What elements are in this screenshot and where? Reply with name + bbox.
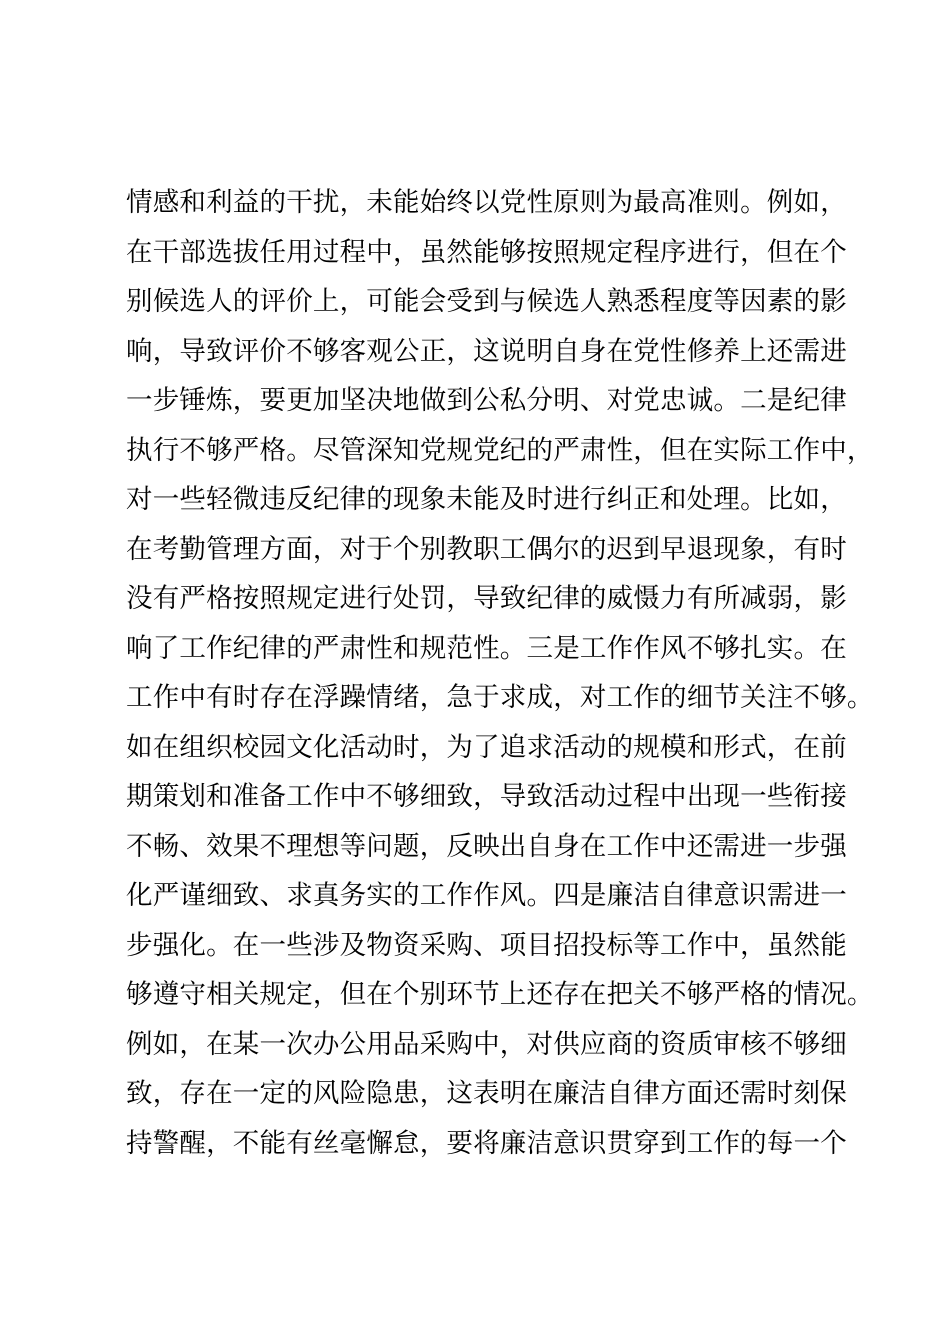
text-line: 响了工作纪律的严肃性和规范性。三是工作作风不够扎实。在	[126, 632, 847, 664]
body-text	[126, 178, 874, 1168]
text-line: 一步锤炼，要更加坚决地做到公私分明、对党忠诚。二是纪律	[126, 385, 847, 416]
text-line: 化严谨细致、求真务实的工作作风。四是廉洁自律意识需进一	[126, 880, 847, 911]
text-line: 够遵守相关规定，但在个别环节上还存在把关不够严格的情况。	[126, 979, 874, 1010]
text-line: 如在组织校园文化活动时，为了追求活动的规模和形式，在前	[126, 731, 847, 763]
text-line: 致，存在一定的风险隐患，这表明在廉洁自律方面还需时刻保	[126, 1078, 847, 1109]
text-line: 在考勤管理方面，对于个别教职工偶尔的迟到早退现象，有时	[126, 533, 847, 565]
text-line: 情感和利益的干扰，未能始终以党性原则为最高准则。例如，	[126, 187, 847, 218]
text-line: 持警醒，不能有丝毫懈怠，要将廉洁意识贯穿到工作的每一个	[126, 1127, 847, 1159]
text-line: 步强化。在一些涉及物资采购、项目招投标等工作中，虽然能	[126, 929, 847, 961]
text-line: 期策划和准备工作中不够细致，导致活动过程中出现一些衔接	[126, 781, 847, 812]
text-line: 不畅、效果不理想等问题，反映出自身在工作中还需进一步强	[126, 830, 847, 862]
text-line: 工作中有时存在浮躁情绪，急于求成，对工作的细节关注不够。	[126, 682, 874, 713]
text-line: 对一些轻微违反纪律的现象未能及时进行纠正和处理。比如，	[126, 484, 847, 515]
text-line: 响，导致评价不够客观公正，这说明自身在党性修养上还需进	[126, 335, 847, 367]
text-line: 执行不够严格。尽管深知党规党纪的严肃性，但在实际工作中，	[126, 434, 874, 466]
text-line: 例如，在某一次办公用品采购中，对供应商的资质审核不够细	[126, 1028, 847, 1060]
text-line: 在干部选拔任用过程中，虽然能够按照规定程序进行，但在个	[126, 236, 847, 268]
text-line: 别候选人的评价上，可能会受到与候选人熟悉程度等因素的影	[126, 286, 847, 317]
text-line: 没有严格按照规定进行处罚，导致纪律的威慑力有所减弱，影	[126, 583, 847, 614]
